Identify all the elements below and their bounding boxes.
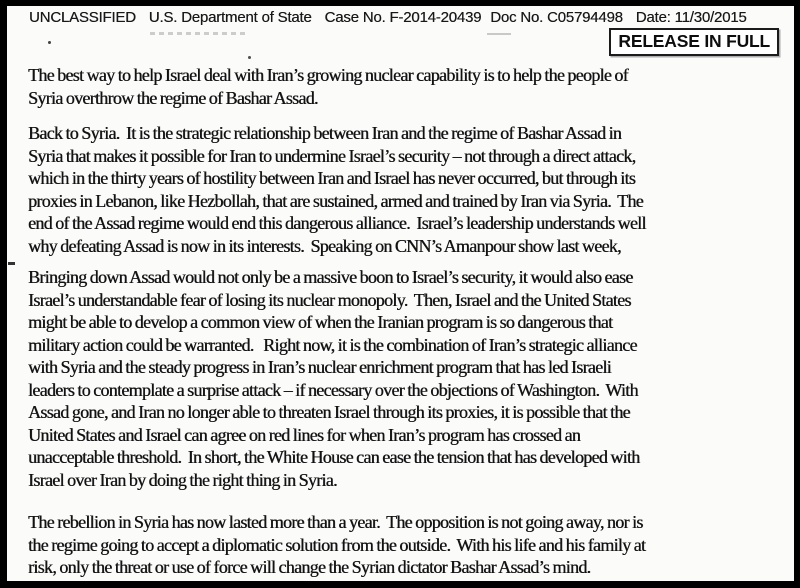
scan-smudge	[487, 33, 511, 35]
scan-speck	[8, 262, 15, 265]
paragraph	[28, 266, 784, 491]
document-page	[7, 6, 794, 581]
text-line: risk, only the threat or use of force will change the Syrian dictator Bashar Assad’s mind.	[28, 557, 591, 577]
text-line: The best way to help Israel deal with Iran’s growing nuclear capability is to help the people of	[28, 65, 628, 85]
text-line: unacceptable threshold. In short, the White House can ease the tension that has developed with	[28, 447, 640, 467]
text-line: the regime going to accept a diplomatic solution from the outside. With his life and his family at	[28, 534, 646, 555]
classification-marking: UNCLASSIFIED	[29, 9, 136, 26]
scan-smudge	[150, 32, 245, 35]
release-in-full-stamp: RELEASE IN FULL	[609, 28, 779, 56]
text-line: proxies in Lebanon, like Hezbollah, that are sustained, armed and trained by Iran via Syria. The	[28, 190, 643, 211]
case-number: Case No. F-2014-20439	[324, 9, 482, 26]
text-line: United States and Israel can agree on red lines for when Iran’s program has crossed an	[28, 424, 581, 445]
text-line: Assad gone, and Iran no longer able to threaten Israel through its proxies, it is possible that the	[28, 402, 630, 422]
text-line: military action could be warranted. Right now, it is the combination of Iran’s strategic alliance	[28, 334, 637, 355]
text-line: Israel’s understandable fear of losing its nuclear monopoly. Then, Israel and the United States	[28, 289, 631, 310]
text-line: Israel over Iran by doing the right thing in Syria.	[28, 469, 337, 490]
text-line: Back to Syria. It is the strategic relationship between Iran and the regime of Bashar Assad in	[28, 123, 622, 143]
doc-number: Doc No. C05794498	[490, 9, 623, 26]
release-date: Date: 11/30/2015	[635, 9, 747, 26]
text-line: which in the thirty years of hostility between Iran and Israel has never occurred, but through its	[28, 168, 636, 188]
text-line: Syria that makes it possible for Iran to undermine Israel’s security – not through a direct attack,	[28, 145, 636, 166]
scan-speck	[48, 41, 51, 44]
agency-name: U.S. Department of State	[148, 9, 312, 26]
text-line: why defeating Assad is now in its interests. Speaking on CNN’s Amanpour show last week,	[28, 235, 621, 256]
text-line: leaders to contemplate a surprise attack – if necessary over the objections of Washington. With	[28, 379, 638, 400]
scan-speck	[248, 56, 251, 59]
text-line: with Syria and the steady progress in Iran’s nuclear enrichment program that has led Israeli	[28, 357, 611, 377]
text-line: The rebellion in Syria has now lasted more than a year. The opposition is not going away, nor is	[28, 512, 643, 532]
document-header	[29, 9, 756, 26]
text-line: end of the Assad regime would end this dangerous alliance. Israel’s leadership understands well	[28, 213, 646, 233]
paragraph	[28, 511, 784, 579]
paragraph	[28, 64, 784, 109]
paragraph	[28, 122, 784, 257]
document-body-text	[28, 64, 784, 579]
text-line: might be able to develop a common view of when the Iranian program is so dangerous that	[28, 312, 613, 332]
text-line: Bringing down Assad would not only be a massive boon to Israel’s security, it would also ease	[28, 267, 633, 287]
text-line: Syria overthrow the regime of Bashar Assad.	[28, 87, 318, 108]
